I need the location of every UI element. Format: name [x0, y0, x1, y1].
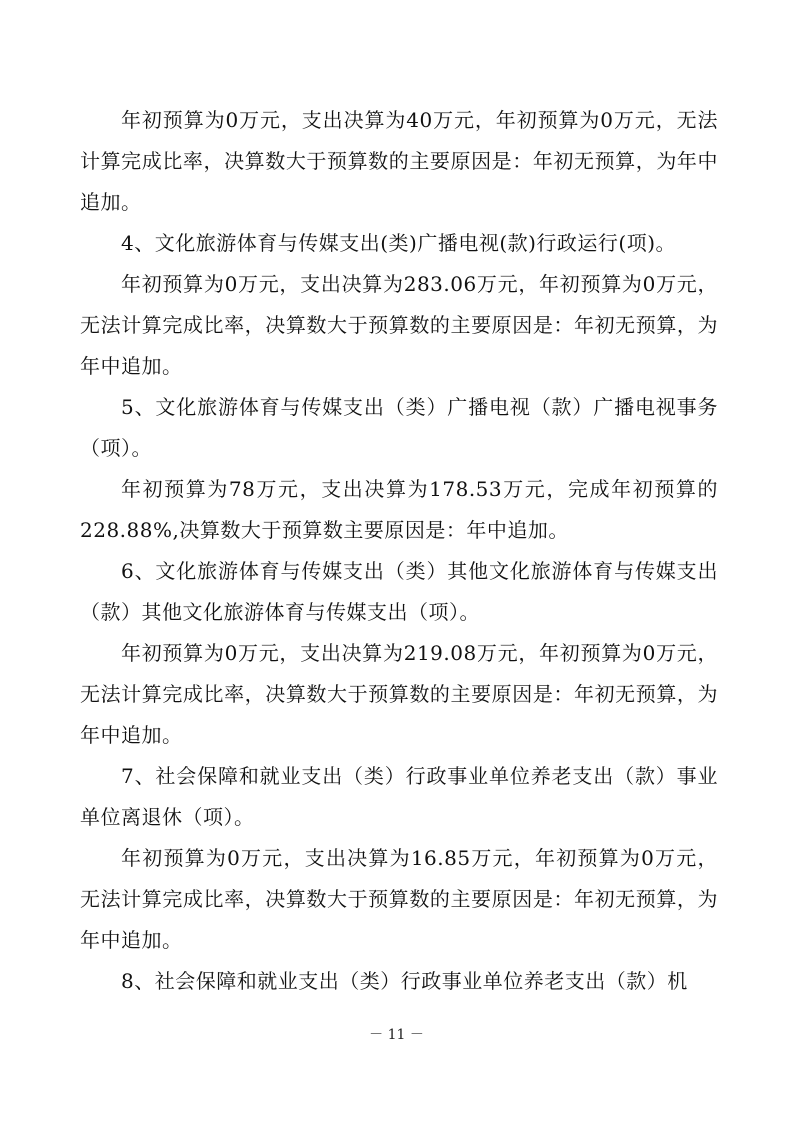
- heading-item-7: 7、社会保障和就业支出（类）行政事业单位养老支出（款）事业单位离退休（项）。: [80, 764, 718, 829]
- heading-item-8: 8、社会保障和就业支出（类）行政事业单位养老支出（款）机: [121, 969, 688, 993]
- paragraph-budget-40: 年初预算为0万元，支出决算为40万元，年初预算为0万元，无法计算完成比率，决算数大于预算数的主要原因是：年初无预算，为年中追加。: [80, 108, 718, 214]
- paragraph-budget-178: 年初预算为78万元，支出决算为178.53万元，完成年初预算的228.88%,决算数大于预算数主要原因是：年中追加。: [80, 477, 718, 542]
- page-number: － 11 －: [369, 1027, 424, 1043]
- document-body: [80, 100, 718, 1002]
- paragraph-budget-283: 年初预算为0万元，支出决算为283.06万元，年初预算为0万元，无法计算完成比率，决算数大于预算数的主要原因是：年初无预算，为年中追加。: [80, 272, 718, 378]
- paragraph-budget-16: 年初预算为0万元，支出决算为16.85万元，年初预算为0万元，无法计算完成比率，决算数大于预算数的主要原因是：年初无预算，为年中追加。: [80, 846, 718, 952]
- heading-item-6: 6、文化旅游体育与传媒支出（类）其他文化旅游体育与传媒支出（款）其他文化旅游体育与传媒支出（项）。: [80, 559, 718, 624]
- heading-item-5: 5、文化旅游体育与传媒支出（类）广播电视（款）广播电视事务（项）。: [80, 395, 718, 460]
- heading-item-4: 4、文化旅游体育与传媒支出(类)广播电视(款)行政运行(项)。: [121, 231, 677, 255]
- paragraph-budget-219: 年初预算为0万元，支出决算为219.08万元，年初预算为0万元，无法计算完成比率，决算数大于预算数的主要原因是：年初无预算，为年中追加。: [80, 641, 718, 747]
